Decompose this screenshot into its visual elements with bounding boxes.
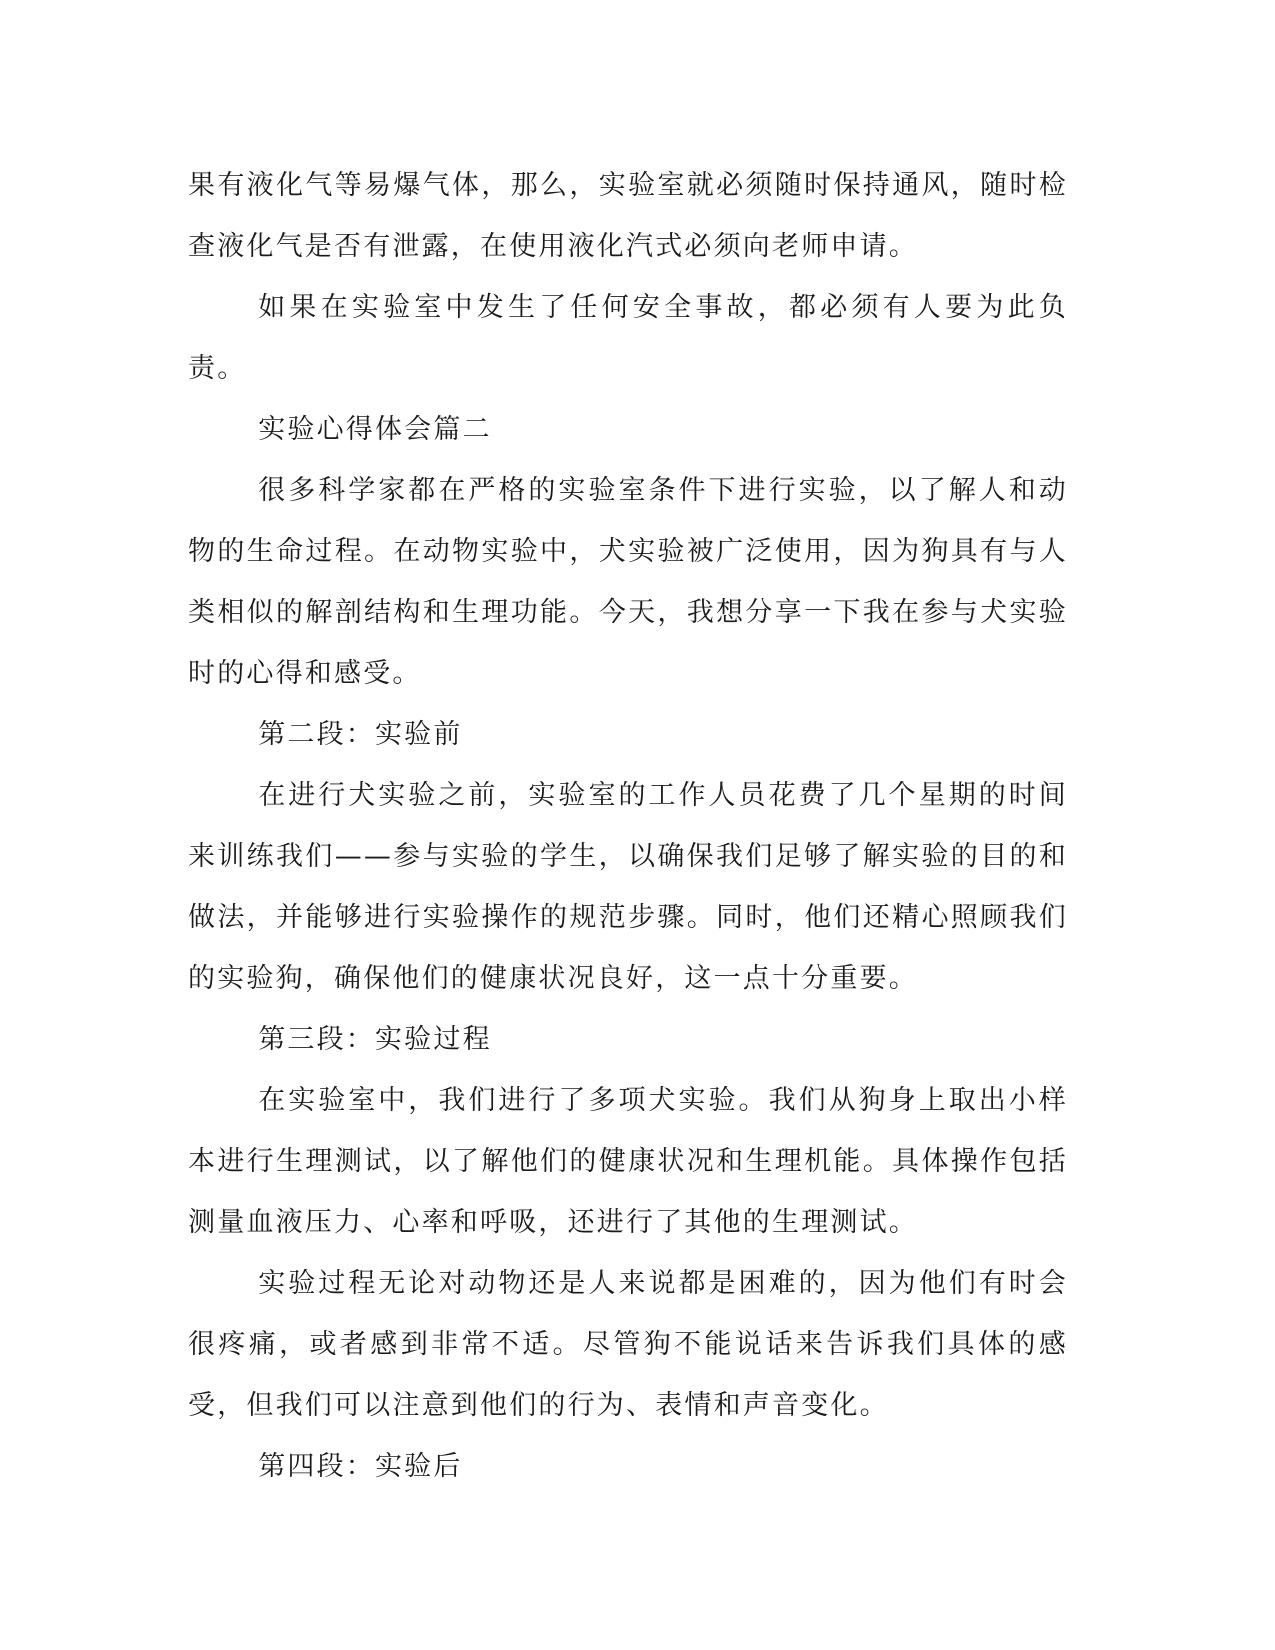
section-heading-before-experiment: 第二段：实验前 xyxy=(258,719,463,750)
paragraph-safety-responsibility: 如果在实验室中发生了任何安全事故，都必须有人要为此负责。 xyxy=(188,292,1068,384)
paragraph-intro: 很多科学家都在严格的实验室条件下进行实验，以了解人和动物的生命过程。在动物实验中，犬实验被广泛使用，因为狗具有与人类相似的解剖结构和生理功能。今天，我想分享一下我在参与犬实验时的心得和感受。 xyxy=(188,475,1068,689)
section-title-part-two: 实验心得体会篇二 xyxy=(258,414,492,445)
paragraph-experiment-process: 在实验室中，我们进行了多项犬实验。我们从狗身上取出小样本进行生理测试，以了解他们的健康状况和生理机能。具体操作包括测量血液压力、心率和呼吸，还进行了其他的生理测试。 xyxy=(188,1085,1068,1238)
paragraph-before-experiment: 在进行犬实验之前，实验室的工作人员花费了几个星期的时间来训练我们——参与实验的学生，以确保我们足够了解实验的目的和做法，并能够进行实验操作的规范步骤。同时，他们还精心照顾我们的实验狗，确保他们的健康状况良好，这一点十分重要。 xyxy=(188,780,1068,994)
section-heading-after-experiment: 第四段：实验后 xyxy=(258,1451,463,1482)
paragraph-experiment-difficulty: 实验过程无论对动物还是人来说都是困难的，因为他们有时会很疼痛，或者感到非常不适。尽管狗不能说话来告诉我们具体的感受，但我们可以注意到他们的行为、表情和声音变化。 xyxy=(188,1268,1068,1421)
section-heading-experiment-process: 第三段：实验过程 xyxy=(258,1024,492,1055)
paragraph-continuation: 果有液化气等易爆气体，那么，实验室就必须随时保持通风，随时检查液化气是否有泄露，在使用液化汽式必须向老师申请。 xyxy=(188,170,1068,262)
document-body xyxy=(188,155,1068,1497)
